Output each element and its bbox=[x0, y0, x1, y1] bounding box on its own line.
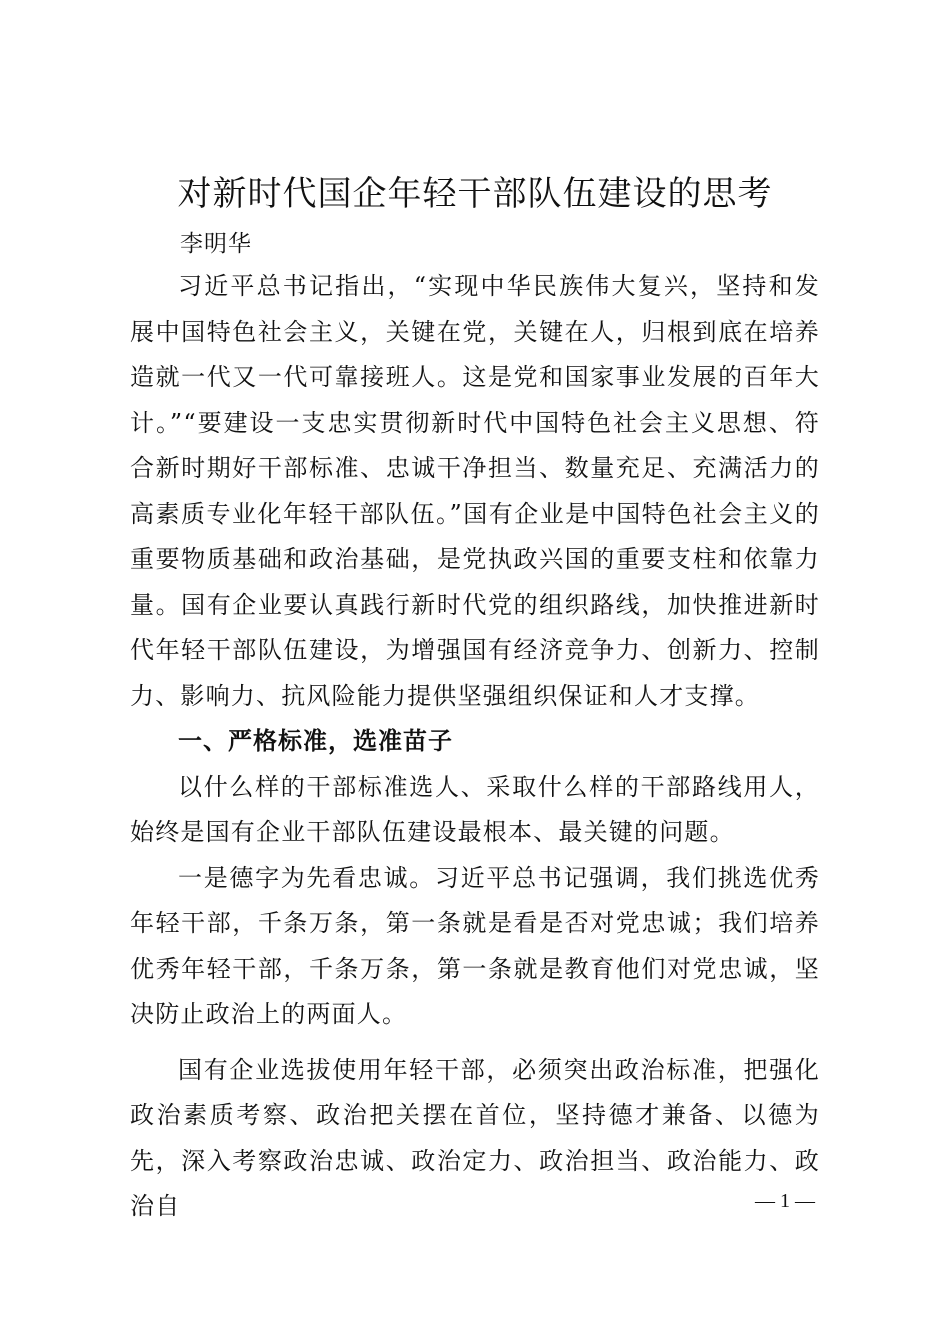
body-paragraph: 国有企业选拔使用年轻干部，必须突出政治标准，把强化政治素质考察、政治把关摆在首位，坚持德才兼备、以德为先，深入考察政治忠诚、政治定力、政治担当、政治能力、政治自 bbox=[130, 1055, 820, 1220]
document-body bbox=[130, 264, 820, 1230]
document-title: 对新时代国企年轻干部队伍建设的思考 bbox=[177, 174, 773, 214]
body-paragraph: 以什么样的干部标准选人、采取什么样的干部路线用人，始终是国有企业干部队伍建设最根本、最关键的问题。 bbox=[130, 772, 820, 846]
document-author: 李明华 bbox=[180, 231, 252, 257]
intro-paragraph: 习近平总书记指出，“实现中华民族伟大复兴，坚持和发展中国特色社会主义，关键在党，关键在人，归根到底在培养造就一代又一代可靠接班人。这是党和国家事业发展的百年大计。”“要建设一支忠实贯彻新时代中国特色社会主义思想、符合新时期好干部标准、忠诚干净担当、数量充足、充满活力的高素质专业化年轻干部队伍。”国有企业是中国特色社会主义的重要物质基础和政治基础，是党执政兴国的重要支柱和依靠力量。国有企业要认真践行新时代党的组织路线，加快推进新时代年轻干部队伍建设，为增强国有经济竞争力、创新力、控制力、影响力、抗风险能力提供坚强组织保证和人才支撑。 bbox=[130, 272, 820, 710]
body-paragraph: 一是德字为先看忠诚。习近平总书记强调，我们挑选优秀年轻干部，千条万条，第一条就是看是否对党忠诚；我们培养优秀年轻干部，千条万条，第一条就是教育他们对党忠诚，坚决防止政治上的两面人。 bbox=[130, 863, 820, 1028]
section-heading: 一、严格标准，选准苗子 bbox=[178, 727, 453, 755]
page-number: — 1 — bbox=[755, 1190, 815, 1212]
